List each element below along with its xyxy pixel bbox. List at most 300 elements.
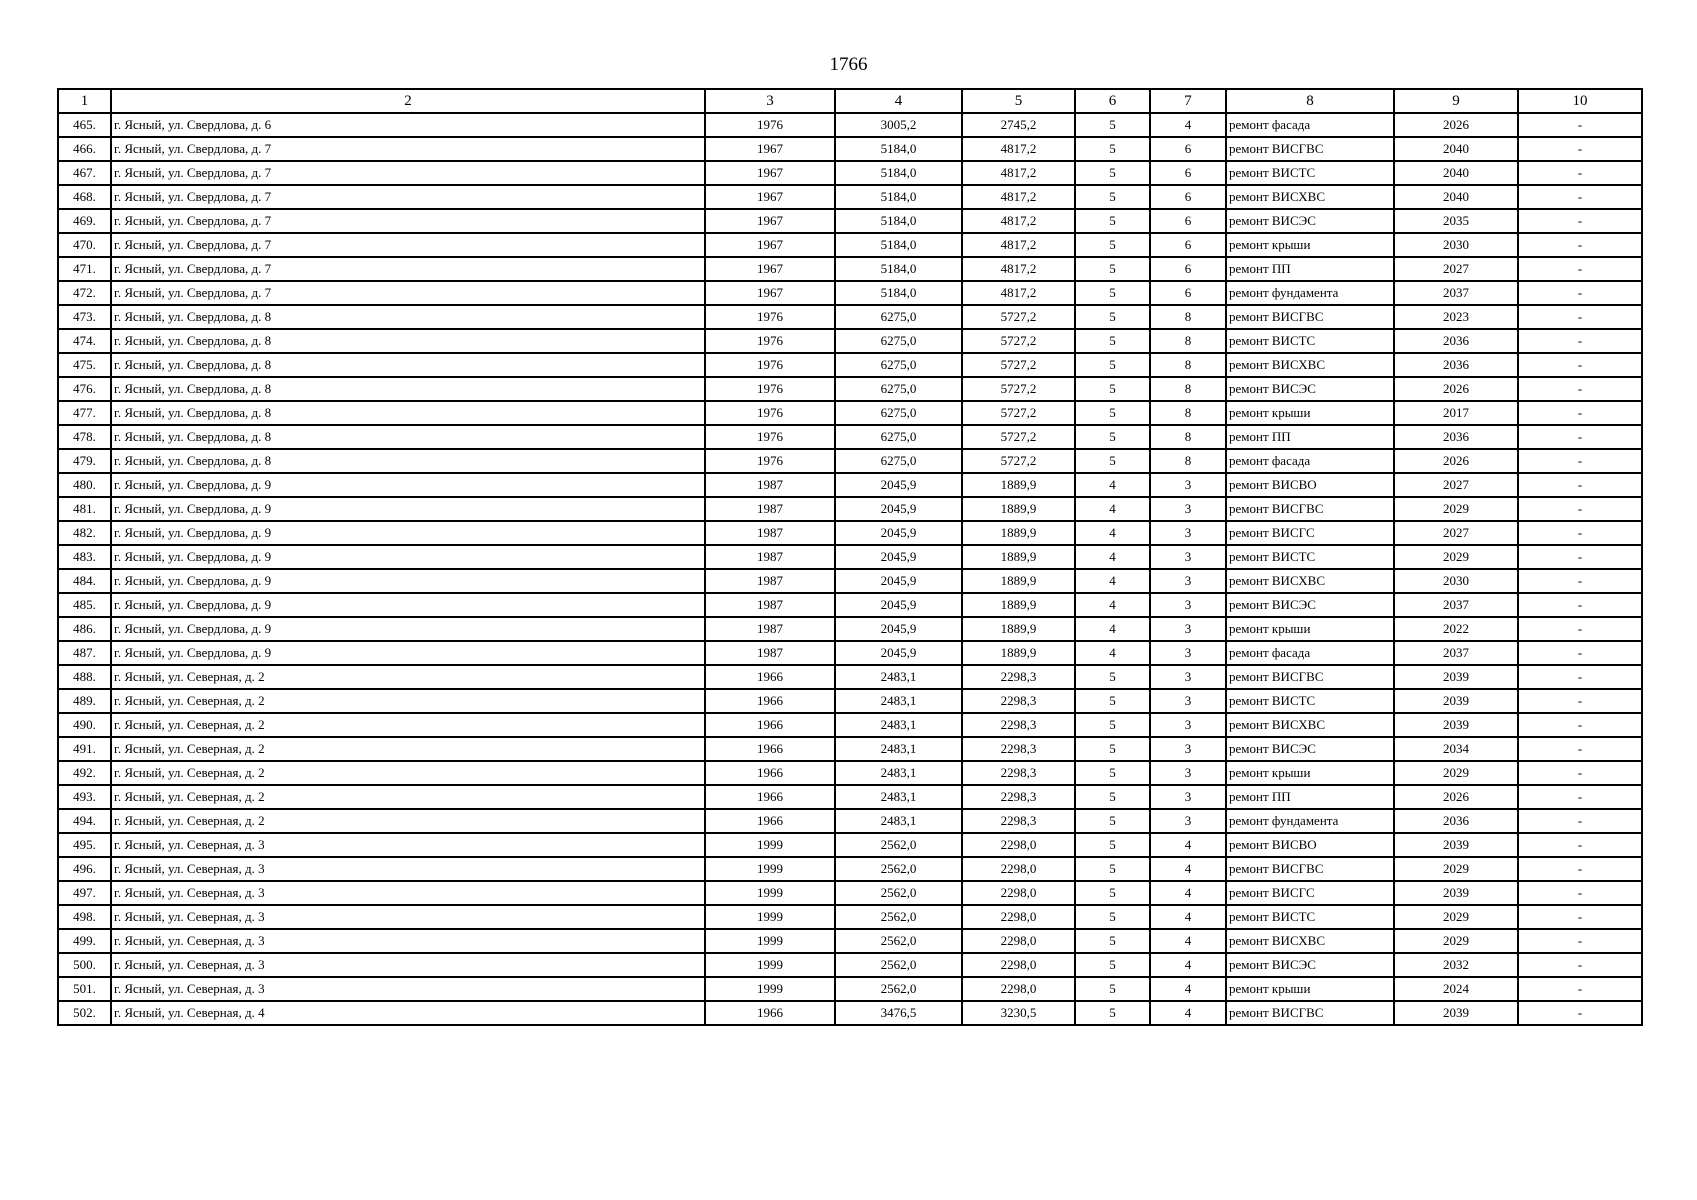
planned-year-cell: 2039 xyxy=(1394,713,1518,737)
note-cell: - xyxy=(1518,449,1642,473)
total-area-cell: 2483,1 xyxy=(835,761,962,785)
living-area-cell: 1889,9 xyxy=(962,593,1075,617)
planned-year-cell: 2037 xyxy=(1394,593,1518,617)
planned-year-cell: 2029 xyxy=(1394,497,1518,521)
table-row xyxy=(58,401,1642,425)
planned-year-cell: 2029 xyxy=(1394,761,1518,785)
address-cell: г. Ясный, ул. Свердлова, д. 8 xyxy=(111,305,705,329)
total-area-cell: 5184,0 xyxy=(835,209,962,233)
work-type-cell: ремонт крыши xyxy=(1226,233,1394,257)
work-type-cell: ремонт ВИСТС xyxy=(1226,689,1394,713)
entrances-cell: 3 xyxy=(1150,593,1226,617)
entrances-cell: 3 xyxy=(1150,617,1226,641)
table-row xyxy=(58,617,1642,641)
row-number-cell: 470. xyxy=(58,233,111,257)
note-cell: - xyxy=(1518,233,1642,257)
entrances-cell: 8 xyxy=(1150,425,1226,449)
planned-year-cell: 2029 xyxy=(1394,545,1518,569)
work-type-cell: ремонт ВИСВО xyxy=(1226,833,1394,857)
entrances-cell: 3 xyxy=(1150,545,1226,569)
year-built-cell: 1999 xyxy=(705,905,835,929)
address-cell: г. Ясный, ул. Свердлова, д. 7 xyxy=(111,233,705,257)
living-area-cell: 1889,9 xyxy=(962,617,1075,641)
address-cell: г. Ясный, ул. Свердлова, д. 9 xyxy=(111,545,705,569)
living-area-cell: 1889,9 xyxy=(962,545,1075,569)
planned-year-cell: 2039 xyxy=(1394,665,1518,689)
repair-schedule-table xyxy=(57,88,1643,1026)
floors-cell: 5 xyxy=(1075,425,1150,449)
row-number-cell: 496. xyxy=(58,857,111,881)
table-row xyxy=(58,785,1642,809)
table-body xyxy=(58,113,1642,1025)
address-cell: г. Ясный, ул. Свердлова, д. 9 xyxy=(111,569,705,593)
address-cell: г. Ясный, ул. Свердлова, д. 7 xyxy=(111,137,705,161)
total-area-cell: 2045,9 xyxy=(835,497,962,521)
note-cell: - xyxy=(1518,809,1642,833)
living-area-cell: 4817,2 xyxy=(962,137,1075,161)
planned-year-cell: 2034 xyxy=(1394,737,1518,761)
entrances-cell: 4 xyxy=(1150,905,1226,929)
work-type-cell: ремонт ВИСХВС xyxy=(1226,929,1394,953)
table-row xyxy=(58,977,1642,1001)
row-number-cell: 474. xyxy=(58,329,111,353)
living-area-cell: 2745,2 xyxy=(962,113,1075,137)
entrances-cell: 8 xyxy=(1150,305,1226,329)
address-cell: г. Ясный, ул. Свердлова, д. 7 xyxy=(111,209,705,233)
planned-year-cell: 2039 xyxy=(1394,881,1518,905)
total-area-cell: 6275,0 xyxy=(835,305,962,329)
living-area-cell: 5727,2 xyxy=(962,401,1075,425)
work-type-cell: ремонт ВИСВО xyxy=(1226,473,1394,497)
work-type-cell: ремонт ПП xyxy=(1226,257,1394,281)
work-type-cell: ремонт ВИСГВС xyxy=(1226,1001,1394,1025)
living-area-cell: 2298,0 xyxy=(962,929,1075,953)
table-row xyxy=(58,305,1642,329)
entrances-cell: 6 xyxy=(1150,161,1226,185)
table-row xyxy=(58,113,1642,137)
table-row xyxy=(58,425,1642,449)
table-row xyxy=(58,545,1642,569)
work-type-cell: ремонт ВИСГС xyxy=(1226,881,1394,905)
work-type-cell: ремонт ВИСТС xyxy=(1226,329,1394,353)
row-number-cell: 483. xyxy=(58,545,111,569)
total-area-cell: 2045,9 xyxy=(835,593,962,617)
address-cell: г. Ясный, ул. Северная, д. 2 xyxy=(111,809,705,833)
floors-cell: 4 xyxy=(1075,569,1150,593)
work-type-cell: ремонт фундамента xyxy=(1226,809,1394,833)
planned-year-cell: 2037 xyxy=(1394,281,1518,305)
living-area-cell: 2298,3 xyxy=(962,761,1075,785)
floors-cell: 4 xyxy=(1075,617,1150,641)
row-number-cell: 486. xyxy=(58,617,111,641)
floors-cell: 5 xyxy=(1075,689,1150,713)
year-built-cell: 1967 xyxy=(705,233,835,257)
total-area-cell: 2483,1 xyxy=(835,713,962,737)
table-row xyxy=(58,929,1642,953)
year-built-cell: 1976 xyxy=(705,329,835,353)
column-header: 2 xyxy=(111,89,705,113)
note-cell: - xyxy=(1518,161,1642,185)
year-built-cell: 1987 xyxy=(705,593,835,617)
row-number-cell: 492. xyxy=(58,761,111,785)
total-area-cell: 2562,0 xyxy=(835,977,962,1001)
living-area-cell: 2298,0 xyxy=(962,905,1075,929)
total-area-cell: 2483,1 xyxy=(835,785,962,809)
floors-cell: 5 xyxy=(1075,209,1150,233)
work-type-cell: ремонт фасада xyxy=(1226,449,1394,473)
living-area-cell: 2298,3 xyxy=(962,689,1075,713)
planned-year-cell: 2040 xyxy=(1394,161,1518,185)
floors-cell: 5 xyxy=(1075,377,1150,401)
living-area-cell: 4817,2 xyxy=(962,185,1075,209)
planned-year-cell: 2027 xyxy=(1394,473,1518,497)
living-area-cell: 1889,9 xyxy=(962,497,1075,521)
work-type-cell: ремонт ВИСГВС xyxy=(1226,665,1394,689)
planned-year-cell: 2035 xyxy=(1394,209,1518,233)
address-cell: г. Ясный, ул. Свердлова, д. 7 xyxy=(111,281,705,305)
address-cell: г. Ясный, ул. Северная, д. 2 xyxy=(111,665,705,689)
floors-cell: 5 xyxy=(1075,737,1150,761)
living-area-cell: 4817,2 xyxy=(962,281,1075,305)
address-cell: г. Ясный, ул. Северная, д. 3 xyxy=(111,857,705,881)
year-built-cell: 1967 xyxy=(705,281,835,305)
note-cell: - xyxy=(1518,953,1642,977)
address-cell: г. Ясный, ул. Северная, д. 3 xyxy=(111,833,705,857)
total-area-cell: 5184,0 xyxy=(835,257,962,281)
floors-cell: 5 xyxy=(1075,857,1150,881)
entrances-cell: 4 xyxy=(1150,953,1226,977)
row-number-cell: 473. xyxy=(58,305,111,329)
table-row xyxy=(58,233,1642,257)
work-type-cell: ремонт ВИСЭС xyxy=(1226,377,1394,401)
planned-year-cell: 2030 xyxy=(1394,233,1518,257)
table-row xyxy=(58,137,1642,161)
planned-year-cell: 2026 xyxy=(1394,377,1518,401)
column-header: 7 xyxy=(1150,89,1226,113)
total-area-cell: 5184,0 xyxy=(835,137,962,161)
year-built-cell: 1976 xyxy=(705,305,835,329)
table-row xyxy=(58,329,1642,353)
living-area-cell: 2298,0 xyxy=(962,857,1075,881)
table-row xyxy=(58,497,1642,521)
address-cell: г. Ясный, ул. Свердлова, д. 8 xyxy=(111,401,705,425)
planned-year-cell: 2039 xyxy=(1394,1001,1518,1025)
address-cell: г. Ясный, ул. Свердлова, д. 8 xyxy=(111,377,705,401)
table-row xyxy=(58,569,1642,593)
total-area-cell: 3476,5 xyxy=(835,1001,962,1025)
page-number: 1766 xyxy=(829,54,868,75)
total-area-cell: 5184,0 xyxy=(835,233,962,257)
year-built-cell: 1967 xyxy=(705,137,835,161)
entrances-cell: 6 xyxy=(1150,257,1226,281)
table-row xyxy=(58,161,1642,185)
total-area-cell: 2562,0 xyxy=(835,953,962,977)
total-area-cell: 6275,0 xyxy=(835,329,962,353)
entrances-cell: 8 xyxy=(1150,329,1226,353)
note-cell: - xyxy=(1518,401,1642,425)
work-type-cell: ремонт ВИСТС xyxy=(1226,905,1394,929)
note-cell: - xyxy=(1518,905,1642,929)
year-built-cell: 1987 xyxy=(705,617,835,641)
entrances-cell: 4 xyxy=(1150,977,1226,1001)
year-built-cell: 1967 xyxy=(705,185,835,209)
living-area-cell: 2298,0 xyxy=(962,953,1075,977)
row-number-cell: 497. xyxy=(58,881,111,905)
floors-cell: 4 xyxy=(1075,521,1150,545)
row-number-cell: 472. xyxy=(58,281,111,305)
row-number-cell: 471. xyxy=(58,257,111,281)
total-area-cell: 2562,0 xyxy=(835,929,962,953)
living-area-cell: 2298,3 xyxy=(962,785,1075,809)
floors-cell: 5 xyxy=(1075,305,1150,329)
year-built-cell: 1966 xyxy=(705,761,835,785)
table-row xyxy=(58,857,1642,881)
table-row xyxy=(58,905,1642,929)
living-area-cell: 2298,3 xyxy=(962,665,1075,689)
year-built-cell: 1999 xyxy=(705,953,835,977)
entrances-cell: 3 xyxy=(1150,761,1226,785)
entrances-cell: 6 xyxy=(1150,209,1226,233)
row-number-cell: 501. xyxy=(58,977,111,1001)
note-cell: - xyxy=(1518,593,1642,617)
address-cell: г. Ясный, ул. Свердлова, д. 9 xyxy=(111,521,705,545)
floors-cell: 4 xyxy=(1075,641,1150,665)
note-cell: - xyxy=(1518,689,1642,713)
planned-year-cell: 2037 xyxy=(1394,641,1518,665)
table-row xyxy=(58,737,1642,761)
entrances-cell: 3 xyxy=(1150,713,1226,737)
address-cell: г. Ясный, ул. Северная, д. 2 xyxy=(111,689,705,713)
row-number-cell: 482. xyxy=(58,521,111,545)
planned-year-cell: 2036 xyxy=(1394,809,1518,833)
floors-cell: 4 xyxy=(1075,497,1150,521)
living-area-cell: 2298,0 xyxy=(962,881,1075,905)
row-number-cell: 500. xyxy=(58,953,111,977)
floors-cell: 5 xyxy=(1075,929,1150,953)
year-built-cell: 1999 xyxy=(705,857,835,881)
floors-cell: 5 xyxy=(1075,233,1150,257)
address-cell: г. Ясный, ул. Свердлова, д. 9 xyxy=(111,473,705,497)
total-area-cell: 2483,1 xyxy=(835,737,962,761)
living-area-cell: 2298,0 xyxy=(962,977,1075,1001)
year-built-cell: 1999 xyxy=(705,833,835,857)
year-built-cell: 1999 xyxy=(705,929,835,953)
work-type-cell: ремонт ВИСГВС xyxy=(1226,305,1394,329)
row-number-cell: 502. xyxy=(58,1001,111,1025)
planned-year-cell: 2036 xyxy=(1394,353,1518,377)
work-type-cell: ремонт ВИСЭС xyxy=(1226,737,1394,761)
living-area-cell: 1889,9 xyxy=(962,521,1075,545)
year-built-cell: 1987 xyxy=(705,473,835,497)
floors-cell: 5 xyxy=(1075,137,1150,161)
total-area-cell: 6275,0 xyxy=(835,401,962,425)
column-header: 4 xyxy=(835,89,962,113)
table-row xyxy=(58,713,1642,737)
entrances-cell: 4 xyxy=(1150,833,1226,857)
work-type-cell: ремонт ВИСЭС xyxy=(1226,209,1394,233)
planned-year-cell: 2029 xyxy=(1394,905,1518,929)
note-cell: - xyxy=(1518,785,1642,809)
living-area-cell: 5727,2 xyxy=(962,377,1075,401)
row-number-cell: 467. xyxy=(58,161,111,185)
year-built-cell: 1976 xyxy=(705,353,835,377)
planned-year-cell: 2040 xyxy=(1394,137,1518,161)
work-type-cell: ремонт крыши xyxy=(1226,617,1394,641)
work-type-cell: ремонт ВИСГВС xyxy=(1226,857,1394,881)
floors-cell: 5 xyxy=(1075,833,1150,857)
total-area-cell: 2045,9 xyxy=(835,473,962,497)
column-header: 1 xyxy=(58,89,111,113)
floors-cell: 5 xyxy=(1075,353,1150,377)
row-number-cell: 480. xyxy=(58,473,111,497)
living-area-cell: 1889,9 xyxy=(962,569,1075,593)
total-area-cell: 2045,9 xyxy=(835,569,962,593)
work-type-cell: ремонт ВИСХВС xyxy=(1226,569,1394,593)
address-cell: г. Ясный, ул. Свердлова, д. 8 xyxy=(111,425,705,449)
living-area-cell: 1889,9 xyxy=(962,473,1075,497)
floors-cell: 5 xyxy=(1075,761,1150,785)
entrances-cell: 8 xyxy=(1150,377,1226,401)
entrances-cell: 3 xyxy=(1150,809,1226,833)
entrances-cell: 3 xyxy=(1150,737,1226,761)
address-cell: г. Ясный, ул. Северная, д. 3 xyxy=(111,905,705,929)
note-cell: - xyxy=(1518,665,1642,689)
floors-cell: 5 xyxy=(1075,881,1150,905)
address-cell: г. Ясный, ул. Свердлова, д. 7 xyxy=(111,185,705,209)
living-area-cell: 3230,5 xyxy=(962,1001,1075,1025)
work-type-cell: ремонт фасада xyxy=(1226,641,1394,665)
note-cell: - xyxy=(1518,713,1642,737)
row-number-cell: 485. xyxy=(58,593,111,617)
table-row xyxy=(58,473,1642,497)
planned-year-cell: 2030 xyxy=(1394,569,1518,593)
year-built-cell: 1976 xyxy=(705,425,835,449)
work-type-cell: ремонт ВИСХВС xyxy=(1226,185,1394,209)
total-area-cell: 6275,0 xyxy=(835,425,962,449)
note-cell: - xyxy=(1518,329,1642,353)
address-cell: г. Ясный, ул. Северная, д. 3 xyxy=(111,929,705,953)
column-header: 3 xyxy=(705,89,835,113)
total-area-cell: 2562,0 xyxy=(835,905,962,929)
planned-year-cell: 2039 xyxy=(1394,833,1518,857)
row-number-cell: 491. xyxy=(58,737,111,761)
living-area-cell: 2298,3 xyxy=(962,713,1075,737)
row-number-cell: 481. xyxy=(58,497,111,521)
table-row xyxy=(58,377,1642,401)
column-header: 8 xyxy=(1226,89,1394,113)
note-cell: - xyxy=(1518,977,1642,1001)
living-area-cell: 4817,2 xyxy=(962,233,1075,257)
floors-cell: 5 xyxy=(1075,449,1150,473)
floors-cell: 5 xyxy=(1075,161,1150,185)
row-number-cell: 478. xyxy=(58,425,111,449)
row-number-cell: 499. xyxy=(58,929,111,953)
planned-year-cell: 2027 xyxy=(1394,257,1518,281)
row-number-cell: 494. xyxy=(58,809,111,833)
row-number-cell: 476. xyxy=(58,377,111,401)
row-number-cell: 477. xyxy=(58,401,111,425)
row-number-cell: 465. xyxy=(58,113,111,137)
work-type-cell: ремонт ПП xyxy=(1226,425,1394,449)
row-number-cell: 479. xyxy=(58,449,111,473)
address-cell: г. Ясный, ул. Свердлова, д. 9 xyxy=(111,497,705,521)
year-built-cell: 1967 xyxy=(705,161,835,185)
note-cell: - xyxy=(1518,881,1642,905)
planned-year-cell: 2022 xyxy=(1394,617,1518,641)
floors-cell: 5 xyxy=(1075,785,1150,809)
column-header: 5 xyxy=(962,89,1075,113)
note-cell: - xyxy=(1518,545,1642,569)
living-area-cell: 2298,0 xyxy=(962,833,1075,857)
entrances-cell: 4 xyxy=(1150,929,1226,953)
column-header: 10 xyxy=(1518,89,1642,113)
total-area-cell: 6275,0 xyxy=(835,449,962,473)
year-built-cell: 1999 xyxy=(705,881,835,905)
year-built-cell: 1976 xyxy=(705,401,835,425)
address-cell: г. Ясный, ул. Северная, д. 2 xyxy=(111,785,705,809)
note-cell: - xyxy=(1518,305,1642,329)
table-row xyxy=(58,881,1642,905)
row-number-cell: 488. xyxy=(58,665,111,689)
floors-cell: 5 xyxy=(1075,185,1150,209)
planned-year-cell: 2029 xyxy=(1394,857,1518,881)
table-row xyxy=(58,593,1642,617)
living-area-cell: 5727,2 xyxy=(962,449,1075,473)
table-row xyxy=(58,953,1642,977)
address-cell: г. Ясный, ул. Свердлова, д. 7 xyxy=(111,161,705,185)
note-cell: - xyxy=(1518,281,1642,305)
work-type-cell: ремонт ВИСТС xyxy=(1226,161,1394,185)
table-row xyxy=(58,833,1642,857)
year-built-cell: 1987 xyxy=(705,641,835,665)
row-number-cell: 475. xyxy=(58,353,111,377)
total-area-cell: 6275,0 xyxy=(835,353,962,377)
entrances-cell: 6 xyxy=(1150,233,1226,257)
year-built-cell: 1999 xyxy=(705,977,835,1001)
table-row xyxy=(58,689,1642,713)
total-area-cell: 5184,0 xyxy=(835,185,962,209)
address-cell: г. Ясный, ул. Северная, д. 2 xyxy=(111,737,705,761)
planned-year-cell: 2017 xyxy=(1394,401,1518,425)
row-number-cell: 495. xyxy=(58,833,111,857)
planned-year-cell: 2026 xyxy=(1394,113,1518,137)
entrances-cell: 4 xyxy=(1150,881,1226,905)
floors-cell: 4 xyxy=(1075,473,1150,497)
work-type-cell: ремонт ВИСЭС xyxy=(1226,593,1394,617)
year-built-cell: 1967 xyxy=(705,209,835,233)
note-cell: - xyxy=(1518,521,1642,545)
year-built-cell: 1966 xyxy=(705,713,835,737)
work-type-cell: ремонт крыши xyxy=(1226,761,1394,785)
total-area-cell: 2045,9 xyxy=(835,617,962,641)
note-cell: - xyxy=(1518,137,1642,161)
total-area-cell: 6275,0 xyxy=(835,377,962,401)
living-area-cell: 2298,3 xyxy=(962,809,1075,833)
entrances-cell: 3 xyxy=(1150,569,1226,593)
year-built-cell: 1966 xyxy=(705,809,835,833)
year-built-cell: 1976 xyxy=(705,449,835,473)
work-type-cell: ремонт ВИСЭС xyxy=(1226,953,1394,977)
work-type-cell: ремонт фундамента xyxy=(1226,281,1394,305)
note-cell: - xyxy=(1518,473,1642,497)
address-cell: г. Ясный, ул. Северная, д. 3 xyxy=(111,881,705,905)
total-area-cell: 2562,0 xyxy=(835,857,962,881)
note-cell: - xyxy=(1518,497,1642,521)
floors-cell: 4 xyxy=(1075,593,1150,617)
address-cell: г. Ясный, ул. Северная, д. 2 xyxy=(111,713,705,737)
work-type-cell: ремонт ВИСГВС xyxy=(1226,137,1394,161)
entrances-cell: 3 xyxy=(1150,473,1226,497)
